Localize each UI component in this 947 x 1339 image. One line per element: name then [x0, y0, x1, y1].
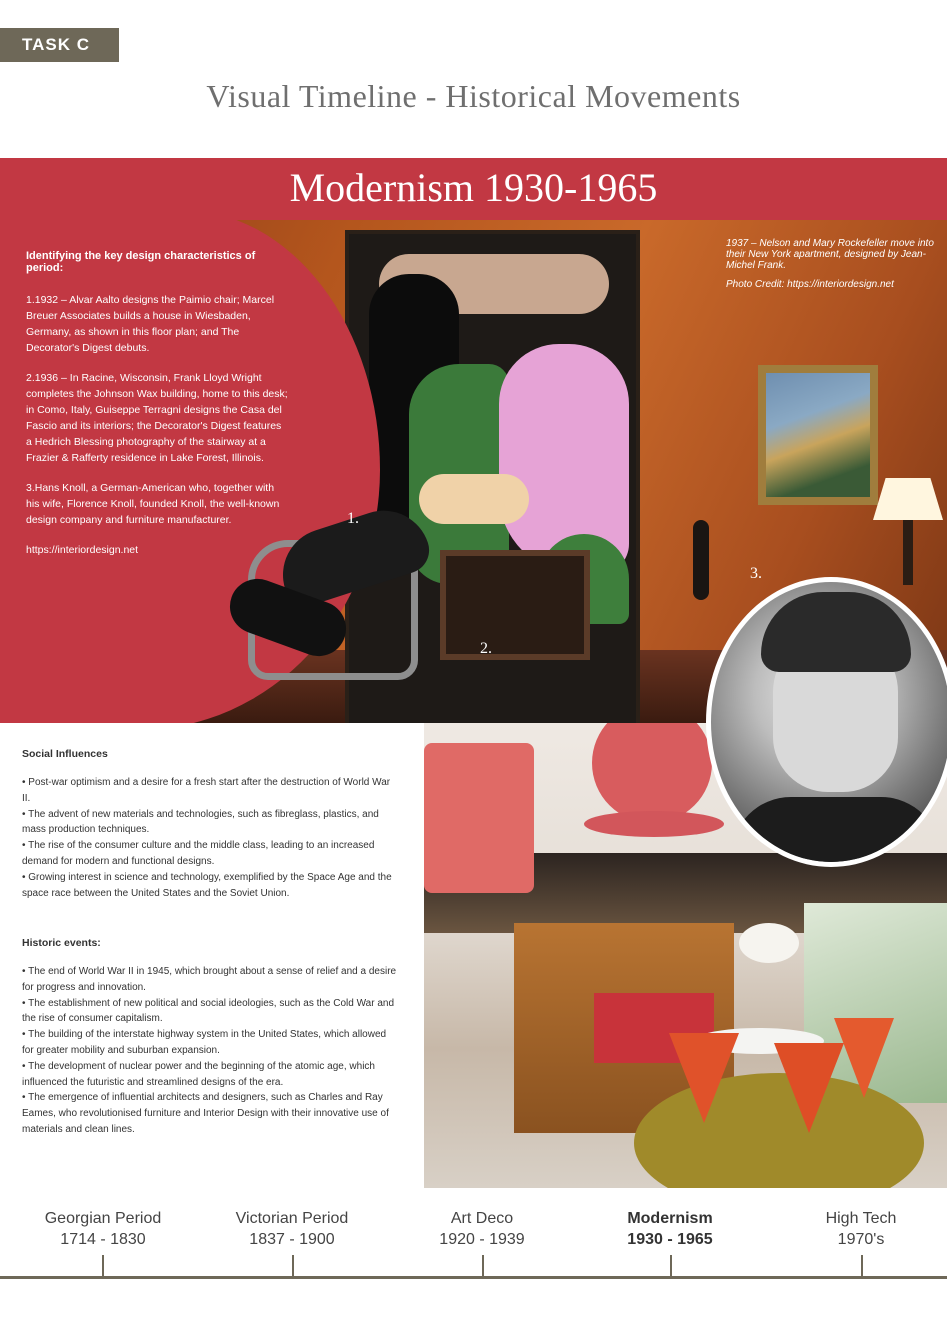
historic-item: • The building of the interstate highway system in the United States, which allowed for greater mobility and suburban expansion.: [22, 1029, 387, 1056]
historic-events-heading: Historic events:: [22, 937, 101, 949]
portrait-suit: [731, 797, 941, 867]
timeline-item-victorian: [202, 1208, 382, 1250]
timeline-period-name: Art Deco: [450, 1210, 514, 1227]
timeline-period-years: 1714 - 1830: [60, 1231, 146, 1248]
timeline-period-years: 1837 - 1900: [249, 1231, 335, 1248]
key-characteristics: [26, 250, 288, 572]
social-item: • Post-war optimism and a desire for a fresh start after the destruction of World War II.: [22, 777, 391, 804]
timeline-tick: [482, 1255, 484, 1279]
marker-3: 3.: [750, 565, 762, 582]
timeline-item-georgian: [13, 1208, 193, 1250]
marker-2: 2.: [480, 640, 492, 657]
timeline-item-high-tech: [771, 1208, 947, 1250]
pendant-lamp-image: [739, 923, 799, 963]
fireplace-image: [440, 550, 590, 660]
photo-credit: Photo Credit: https://interiordesign.net: [726, 279, 894, 290]
hans-knoll-portrait: [706, 577, 947, 867]
page-title: Visual Timeline - Historical Movements: [206, 78, 741, 114]
timeline: [0, 1208, 947, 1288]
statue-image: [693, 520, 709, 600]
timeline-period-years: 1920 - 1939: [439, 1231, 525, 1248]
timeline-item-modernism: [580, 1208, 760, 1250]
historic-item: • The end of World War II in 1945, which brought about a sense of relief and a desire for progress and innovation.: [22, 966, 397, 993]
timeline-tick: [861, 1255, 863, 1279]
modernism-banner: [0, 158, 947, 220]
framed-picture-image: [758, 365, 878, 505]
timeline-period-name: High Tech: [825, 1210, 897, 1227]
task-label: TASK C: [0, 28, 119, 62]
timeline-period-years: 1930 - 1965: [627, 1231, 713, 1248]
red-chair-seat-image: [584, 811, 724, 837]
social-item: • Growing interest in science and technology, exemplified by the Space Age and the space race between the United States and the Soviet Union.: [22, 871, 392, 899]
timeline-period-years: 1970's: [837, 1231, 885, 1248]
historic-item: • The development of nuclear power and the beginning of the atomic age, which influenced the futuristic and streamlined designs of the era.: [22, 1060, 375, 1088]
timeline-tick: [102, 1255, 104, 1279]
lamp-image: [873, 478, 943, 520]
social-influences-heading: Social Influences: [22, 748, 108, 760]
timeline-period-name: Modernism: [627, 1210, 713, 1227]
marker-1: 1.: [347, 510, 359, 527]
red-chair-back-image: [592, 723, 712, 823]
characteristic-item: 3.Hans Knoll, a German-American who, together with his wife, Florence Knoll, founded Knoll, the well-known design company and furniture manufacturer.: [26, 482, 280, 526]
characteristic-item: 2.1936 – In Racine, Wisconsin, Frank Lloyd Wright completes the Johnson Wax building, home to this desk; in Como, Italy, Guiseppe Terragni designs the Casa del Fascio and its interiors; the Decorator's Digest features a Hedrich Blessing photography of the stairway at a Frazier & Rafferty residence in Lake Forest, Illinois.: [26, 372, 288, 464]
timeline-item-art-deco: [392, 1208, 572, 1250]
portrait-hair: [761, 592, 911, 672]
timeline-period-name: Georgian Period: [44, 1210, 162, 1227]
social-item: • The advent of new materials and technologies, such as fibreglass, plastics, and mass production techniques.: [22, 808, 379, 836]
historic-item: • The emergence of influential architects and designers, such as Charles and Ray Eames, who revolutionised furniture and Interior Design with their innovative use of materials and clean lines.: [22, 1092, 389, 1135]
historic-events: [22, 937, 397, 1138]
timeline-tick: [670, 1255, 672, 1279]
timeline-period-name: Victorian Period: [235, 1210, 349, 1227]
historic-item: • The establishment of new political and social ideologies, such as the Cold War and the rise of consumer capitalism.: [22, 997, 395, 1025]
timeline-axis: [0, 1276, 947, 1279]
source-link[interactable]: https://interiordesign.net: [26, 544, 139, 556]
banner-title: Modernism 1930-1965: [289, 165, 658, 210]
social-item: • The rise of the consumer culture and the middle class, leading to an increased demand for modern and functional designs.: [22, 840, 375, 867]
photo-caption: [726, 238, 936, 290]
characteristic-item: 1.1932 – Alvar Aalto designs the Paimio chair; Marcel Breuer Associates builds a house in Wiesbaden, Germany, as shown in this floor plan; and The Decorator's Digest debuts.: [26, 294, 275, 354]
key-characteristics-heading: Identifying the key design characteristics of period:: [26, 250, 256, 274]
red-cabinet-image: [424, 743, 534, 893]
social-influences: [22, 748, 397, 901]
timeline-tick: [292, 1255, 294, 1279]
photo-caption-text: 1937 – Nelson and Mary Rockefeller move into their New York apartment, designed by Jean-Michel Frank.: [726, 238, 934, 271]
lamp-base-image: [903, 520, 913, 585]
painting-figure: [419, 474, 529, 524]
